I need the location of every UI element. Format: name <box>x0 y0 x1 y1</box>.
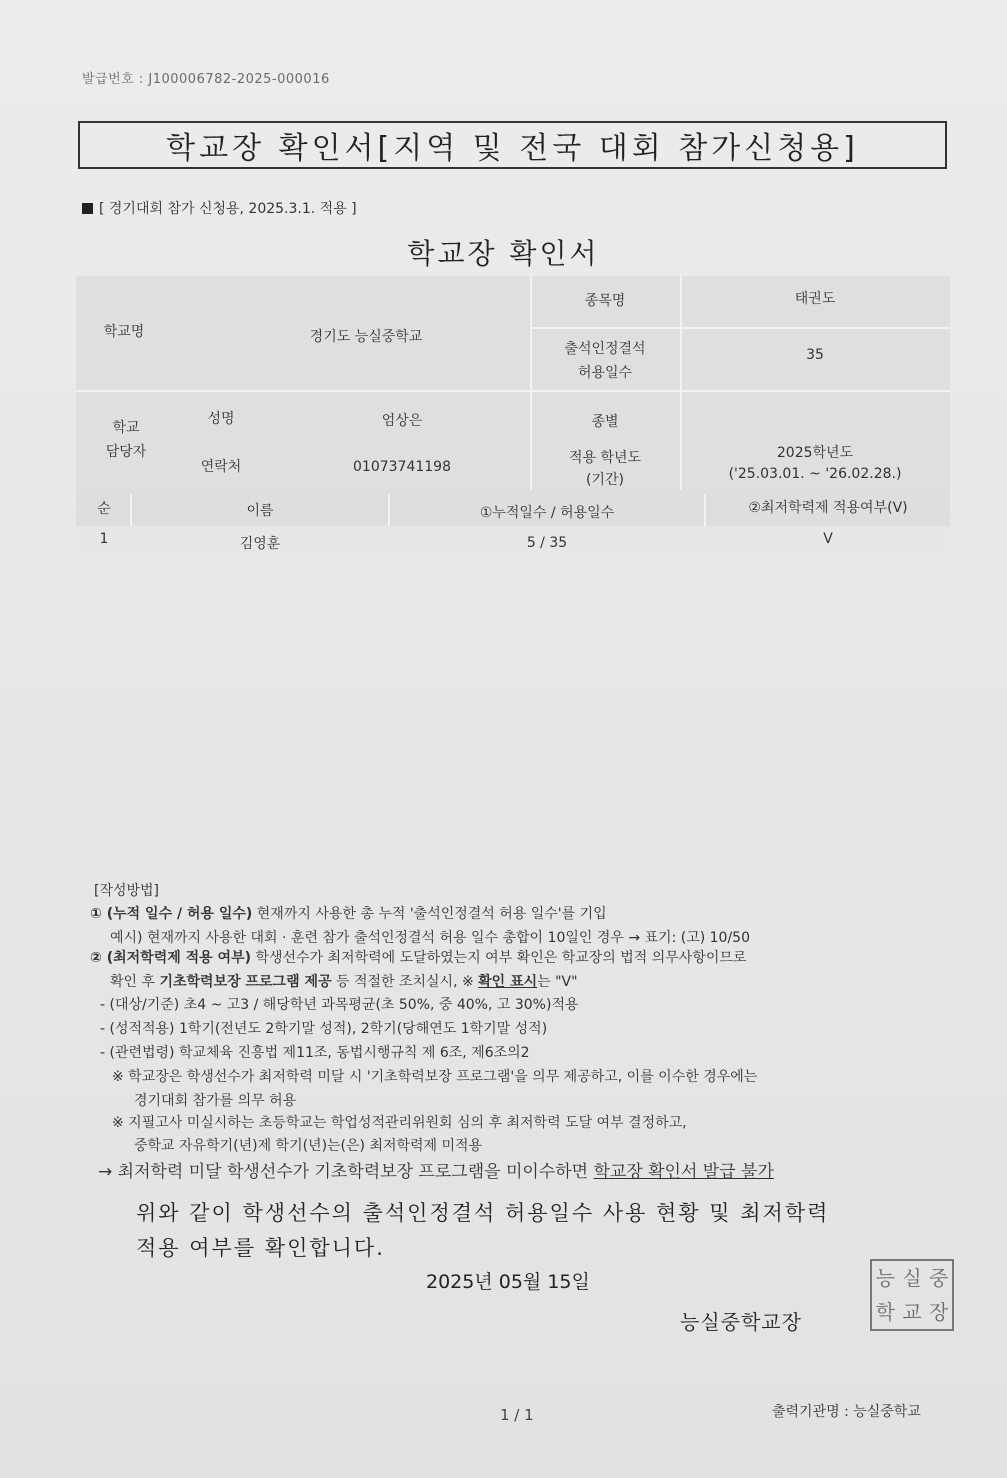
row-days: 5 / 35 <box>526 535 568 551</box>
name-value: 엄상은 <box>381 413 423 429</box>
school-value: 경기도 능실중학교 <box>309 329 423 345</box>
note-1-example: 예시) 현재까지 사용한 대회 · 훈련 참가 출석인정결석 허용 일수 총합이 10일인 경우 → 표기: (고) 10/50 <box>110 930 750 946</box>
remark-1b: 경기대회 참가를 의무 허용 <box>134 1093 297 1109</box>
remark-2b: 중학교 자유학기(년)제 학기(년)는(은) 최저학력제 미적용 <box>134 1138 483 1154</box>
sport-label: 종목명 <box>584 293 626 309</box>
year-label-1: 적용 학년도 <box>568 450 642 466</box>
confirmation-line-2: 적용 여부를 확인합니다. <box>136 1236 385 1260</box>
contact-label: 연락처 <box>200 459 242 475</box>
arrow-warning: → 최저학력 미달 학생선수가 기초학력보장 프로그램을 미이수하면 학교장 확인서 발급 불가 <box>98 1162 774 1182</box>
remark-1: ※ 학교장은 학생선수가 최저학력 미달 시 '기초학력보장 프로그램'을 의무 제공하고, 이를 이수한 경우에는 <box>112 1069 758 1085</box>
output-organization: 출력기관명 : 능실중학교 <box>772 1404 921 1420</box>
issue-number: 발급번호 : J100006782-2025-000016 <box>82 72 330 87</box>
row-name: 김영훈 <box>239 536 281 552</box>
page-number: 1 / 1 <box>500 1406 534 1424</box>
table-row <box>76 526 950 556</box>
absence-label-2: 허용일수 <box>577 365 633 381</box>
manager-label-1: 학교 <box>112 420 140 436</box>
note-2: ② (최저학력제 적용 여부) 학생선수가 최저학력에 도달하였는지 여부 확인은 학교장의 법적 의무사항이므로 <box>90 950 747 966</box>
manager-label-2: 담당자 <box>105 444 147 460</box>
info-table <box>76 276 950 490</box>
contact-value: 01073741198 <box>353 459 451 475</box>
name-label: 성명 <box>207 411 235 427</box>
header-title-box <box>78 121 947 169</box>
school-label: 학교명 <box>103 324 145 340</box>
document-title: 학교장 확인서 <box>407 237 600 270</box>
note-1: ① (누적 일수 / 허용 일수) 현재까지 사용한 총 누적 '출석인정결석 허용 일수'를 기입 <box>90 906 607 922</box>
row-min-academic: V <box>823 531 833 547</box>
notes-heading: [작성방법] <box>94 883 160 899</box>
year-value-2: ('25.03.01. ~ '26.02.28.) <box>728 466 902 482</box>
principal-name: 능실중학교장 <box>680 1310 802 1334</box>
sub-tag-text: [ 경기대회 참가 신청용, 2025.3.1. 적용 ] <box>99 201 357 217</box>
col-days: ①누적일수 / 허용일수 <box>479 505 615 521</box>
absence-label-1: 출석인정결석 <box>564 341 646 357</box>
square-bullet-icon <box>82 203 93 214</box>
col-name: 이름 <box>246 503 274 519</box>
sub-tag <box>82 198 357 218</box>
col-min-academic: ②최저학력제 적용여부(V) <box>748 500 908 516</box>
detail-laws: - (관련법령) 학교체육 진흥법 제11조, 동법시행규칙 제 6조, 제6조의2 <box>100 1045 530 1061</box>
list-header-row <box>76 490 950 526</box>
year-value-1: 2025학년도 <box>776 445 854 461</box>
remark-2: ※ 지필고사 미실시하는 초등학교는 학업성적관리위원회 심의 후 최저학력 도달 여부 결정하고, <box>112 1115 687 1131</box>
note-2-line-2: 확인 후 기초학력보장 프로그램 제공 등 적절한 조치실시, ※ 확인 표시는 "V" <box>110 974 578 990</box>
col-order: 순 <box>97 501 111 517</box>
issue-date: 2025년 05월 15일 <box>426 1271 590 1293</box>
official-seal: 능 실 중 학 교 장 <box>870 1259 954 1331</box>
detail-target: - (대상/기준) 초4 ~ 고3 / 해당학년 과목평균(초 50%, 중 40%, 고 30%)적용 <box>100 997 579 1013</box>
year-label-2: (기간) <box>586 472 624 488</box>
detail-grades: - (성적적용) 1학기(전년도 2학기말 성적), 2학기(당해연도 1학기말 성적) <box>100 1021 548 1037</box>
header-title: 학교장 확인서[지역 및 전국 대회 참가신청용] <box>166 131 859 166</box>
absence-value: 35 <box>806 347 824 363</box>
row-order: 1 <box>99 531 109 547</box>
confirmation-line-1: 위와 같이 학생선수의 출석인정결석 허용일수 사용 현황 및 최저학력 <box>136 1201 830 1225</box>
category-label: 종별 <box>591 414 619 430</box>
sport-value: 태권도 <box>794 291 836 307</box>
